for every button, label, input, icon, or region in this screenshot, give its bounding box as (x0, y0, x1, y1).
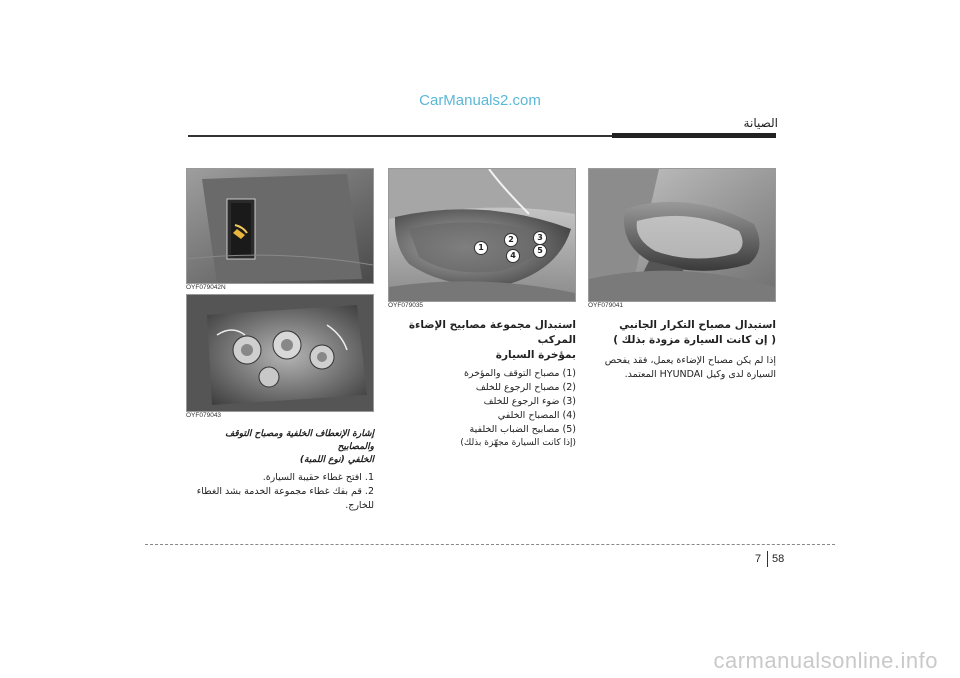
list-item: (1) مصباح التوقف والمؤخرة (463, 368, 576, 379)
heading-side-repeater: استبدال مصباح التكرار الجانبي (619, 319, 776, 331)
list-item: (4) المصباح الخلفي (497, 410, 576, 421)
callout-4: 4 (506, 249, 520, 263)
trunk-panel-illustration (187, 169, 373, 283)
watermark-top: CarManuals2.com (419, 92, 541, 109)
callout-1: 1 (474, 241, 488, 255)
heading-rear-lamp-cont: بمؤخرة السيارة (495, 349, 576, 361)
bulb-sockets-illustration (187, 295, 373, 411)
footer-rule (145, 544, 835, 545)
list-item: (2) مصباح الرجوع للخلف (475, 382, 576, 393)
callout-2: 2 (504, 233, 518, 247)
heading-rear-lamp: استبدال مجموعة مصابيح الإضاءة المركب (408, 319, 576, 346)
section-rear-lamp (388, 318, 576, 450)
watermark-bottom: carmanualsonline.info (713, 648, 938, 673)
step-1: 1. افتح غطاء حقيبة السيارة. (262, 472, 374, 483)
figure-rear-lamp (388, 168, 576, 302)
list-item: (3) ضوء الرجوع للخلف (483, 396, 576, 407)
chapter-number: 7 (755, 553, 762, 565)
page-number: 58 (772, 553, 785, 565)
rear-lamp-list (388, 367, 576, 437)
figure-bulb-sockets (186, 294, 374, 412)
figure-code: OYF079042N (186, 284, 226, 291)
heading-turn-signal: إشارة الإنعطاف الخلفية ومصباح التوقف والمصابيح (225, 429, 374, 452)
section-side-repeater (588, 318, 776, 382)
paragraph-side-repeater: إذا لم يكن مصباح الإضاءة يعمل، فقد يفحص السيارة لدى وكيل HYUNDAI المعتمد. (604, 355, 776, 380)
figure-code: OYF079043 (186, 412, 222, 419)
section-title: الصيانة (743, 116, 778, 130)
callout-5: 5 (533, 244, 547, 258)
rear-lamp-illustration (389, 169, 575, 301)
page-separator (767, 551, 768, 567)
side-mirror-illustration (589, 169, 775, 301)
figure-code: OYF079035 (388, 302, 424, 309)
figure-side-mirror (588, 168, 776, 302)
section-turn-signal (186, 428, 374, 513)
list-item: (5) مصابيح الضباب الخلفية (469, 424, 576, 435)
figure-trunk-panel (186, 168, 374, 284)
header-rule-accent (612, 133, 776, 138)
step-2: 2. قم بفك غطاء مجموعة الخدمة بشد الغطاء للخارج. (196, 486, 374, 511)
figure-code: OYF079041 (588, 302, 624, 309)
rear-lamp-note: (إذا كانت السيارة مجهّزة بذلك) (460, 438, 576, 448)
callout-3: 3 (533, 231, 547, 245)
heading-side-repeater-note: ( إن كانت السيارة مزودة بذلك ) (613, 334, 776, 346)
heading-turn-signal-cont: الخلفي (نوع اللمبة) (299, 455, 374, 465)
